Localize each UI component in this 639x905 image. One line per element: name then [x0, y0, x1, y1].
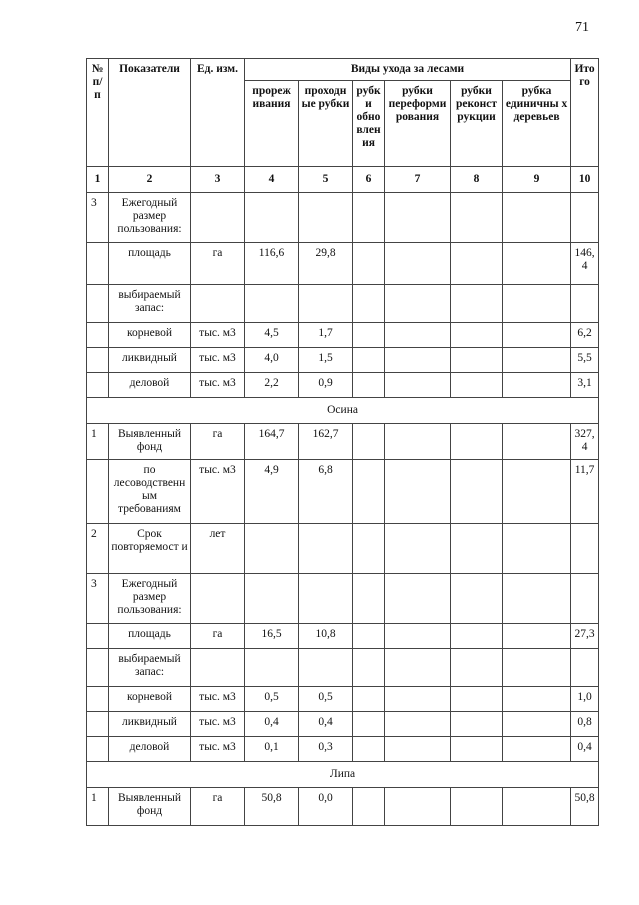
cell-thinning: 0,5 [245, 687, 299, 712]
row-unit: тыс. м3 [191, 373, 245, 398]
cell-thinning [245, 649, 299, 687]
cell-thinning: 2,2 [245, 373, 299, 398]
table-row [87, 243, 599, 285]
cell-passage: 10,8 [299, 624, 353, 649]
row-label: ликвидный [109, 712, 191, 737]
col-number: 10 [571, 167, 599, 193]
row-label: площадь [109, 243, 191, 285]
row-label: по лесоводственн ым требованиям [109, 460, 191, 524]
cell-thinning: 50,8 [245, 788, 299, 826]
row-number [87, 687, 109, 712]
table-row [87, 788, 599, 826]
forest-care-table [86, 58, 599, 826]
table-row [87, 460, 599, 524]
table-row [87, 574, 599, 624]
row-number [87, 243, 109, 285]
row-label: Ежегодный размер пользования: [109, 193, 191, 243]
row-unit: тыс. м3 [191, 737, 245, 762]
row-number: 3 [87, 193, 109, 243]
cell-thinning: 4,0 [245, 348, 299, 373]
row-label: деловой [109, 373, 191, 398]
row-unit: га [191, 788, 245, 826]
cell-thinning [245, 193, 299, 243]
cell-thinning: 0,4 [245, 712, 299, 737]
cell-thinning: 116,6 [245, 243, 299, 285]
table-row [87, 687, 599, 712]
cell-thinning [245, 285, 299, 323]
cell-passage: 1,5 [299, 348, 353, 373]
row-unit [191, 193, 245, 243]
col-number: 2 [109, 167, 191, 193]
row-number [87, 624, 109, 649]
table-row [87, 323, 599, 348]
row-unit: тыс. м3 [191, 323, 245, 348]
cell-passage [299, 193, 353, 243]
header-sub-single-trees: рубка единичны х деревьев [503, 81, 571, 167]
header-sub-passage: проходн ые рубки [299, 81, 353, 167]
cell-total [571, 285, 599, 323]
table-row [87, 424, 599, 460]
cell-passage: 0,4 [299, 712, 353, 737]
row-label: Выявленный фонд [109, 788, 191, 826]
section-row [87, 398, 599, 424]
section-title-aspen: Осина [87, 398, 599, 424]
cell-thinning [245, 574, 299, 624]
row-unit: тыс. м3 [191, 712, 245, 737]
row-number [87, 649, 109, 687]
row-unit: тыс. м3 [191, 687, 245, 712]
cell-total [571, 649, 599, 687]
header-group-title: Виды ухода за лесами [245, 59, 571, 81]
row-label: Срок повторяемост и [109, 524, 191, 574]
cell-thinning: 0,1 [245, 737, 299, 762]
cell-passage [299, 574, 353, 624]
header-col-total: Ито го [571, 59, 599, 167]
row-label: выбираемый запас: [109, 649, 191, 687]
cell-passage: 1,7 [299, 323, 353, 348]
row-number [87, 373, 109, 398]
header-sub-renewal: рубк и обно влен ия [353, 81, 385, 167]
table-row [87, 624, 599, 649]
col-number: 6 [353, 167, 385, 193]
header-col-indicators: Показатели [109, 59, 191, 167]
col-number: 3 [191, 167, 245, 193]
row-unit: тыс. м3 [191, 460, 245, 524]
cell-passage [299, 524, 353, 574]
cell-passage: 162,7 [299, 424, 353, 460]
table-row [87, 649, 599, 687]
row-unit: га [191, 424, 245, 460]
table-row [87, 348, 599, 373]
cell-passage: 0,5 [299, 687, 353, 712]
row-unit [191, 285, 245, 323]
col-number: 8 [451, 167, 503, 193]
col-number: 4 [245, 167, 299, 193]
cell-passage: 29,8 [299, 243, 353, 285]
row-label: корневой [109, 323, 191, 348]
row-unit: тыс. м3 [191, 348, 245, 373]
row-label: выбираемый запас: [109, 285, 191, 323]
row-label: ликвидный [109, 348, 191, 373]
cell-total: 0,8 [571, 712, 599, 737]
row-label: Ежегодный размер пользования: [109, 574, 191, 624]
table-row [87, 712, 599, 737]
col-number: 9 [503, 167, 571, 193]
cell-passage: 0,0 [299, 788, 353, 826]
section-row [87, 762, 599, 788]
table-row [87, 737, 599, 762]
header-sub-thinning: прореж ивания [245, 81, 299, 167]
cell-passage: 6,8 [299, 460, 353, 524]
header-sub-reconstruction: рубки реконст рукции [451, 81, 503, 167]
row-number [87, 712, 109, 737]
cell-thinning: 4,5 [245, 323, 299, 348]
header-col-unit: Ед. изм. [191, 59, 245, 167]
cell-total: 3,1 [571, 373, 599, 398]
cell-total [571, 193, 599, 243]
cell-passage: 0,3 [299, 737, 353, 762]
table-row [87, 193, 599, 243]
page-number: 71 [575, 20, 589, 35]
table-row [87, 524, 599, 574]
row-label: площадь [109, 624, 191, 649]
row-number: 1 [87, 788, 109, 826]
cell-thinning: 4,9 [245, 460, 299, 524]
table-row [87, 373, 599, 398]
cell-total [571, 524, 599, 574]
row-label: деловой [109, 737, 191, 762]
cell-total: 146, 4 [571, 243, 599, 285]
header-number-row [87, 167, 599, 193]
row-number: 2 [87, 524, 109, 574]
row-label: корневой [109, 687, 191, 712]
row-number [87, 460, 109, 524]
row-unit [191, 574, 245, 624]
section-title-linden: Липа [87, 762, 599, 788]
row-label: Выявленный фонд [109, 424, 191, 460]
cell-total: 5,5 [571, 348, 599, 373]
row-number [87, 323, 109, 348]
row-number [87, 285, 109, 323]
cell-passage [299, 649, 353, 687]
cell-total: 27,3 [571, 624, 599, 649]
table-row [87, 285, 599, 323]
header-row-top [87, 59, 599, 81]
header-col-num: № п/ п [87, 59, 109, 167]
row-unit: лет [191, 524, 245, 574]
cell-total: 6,2 [571, 323, 599, 348]
row-number [87, 737, 109, 762]
row-number: 1 [87, 424, 109, 460]
row-number [87, 348, 109, 373]
cell-thinning [245, 524, 299, 574]
cell-thinning: 164,7 [245, 424, 299, 460]
col-number: 5 [299, 167, 353, 193]
cell-total: 0,4 [571, 737, 599, 762]
header-sub-reformation: рубки переформи рования [385, 81, 451, 167]
row-unit [191, 649, 245, 687]
row-number: 3 [87, 574, 109, 624]
cell-total: 50,8 [571, 788, 599, 826]
row-unit: га [191, 243, 245, 285]
cell-total: 1,0 [571, 687, 599, 712]
cell-total: 11,7 [571, 460, 599, 524]
cell-total: 327, 4 [571, 424, 599, 460]
cell-passage: 0,9 [299, 373, 353, 398]
col-number: 7 [385, 167, 451, 193]
col-number: 1 [87, 167, 109, 193]
cell-total [571, 574, 599, 624]
row-unit: га [191, 624, 245, 649]
cell-passage [299, 285, 353, 323]
cell-thinning: 16,5 [245, 624, 299, 649]
